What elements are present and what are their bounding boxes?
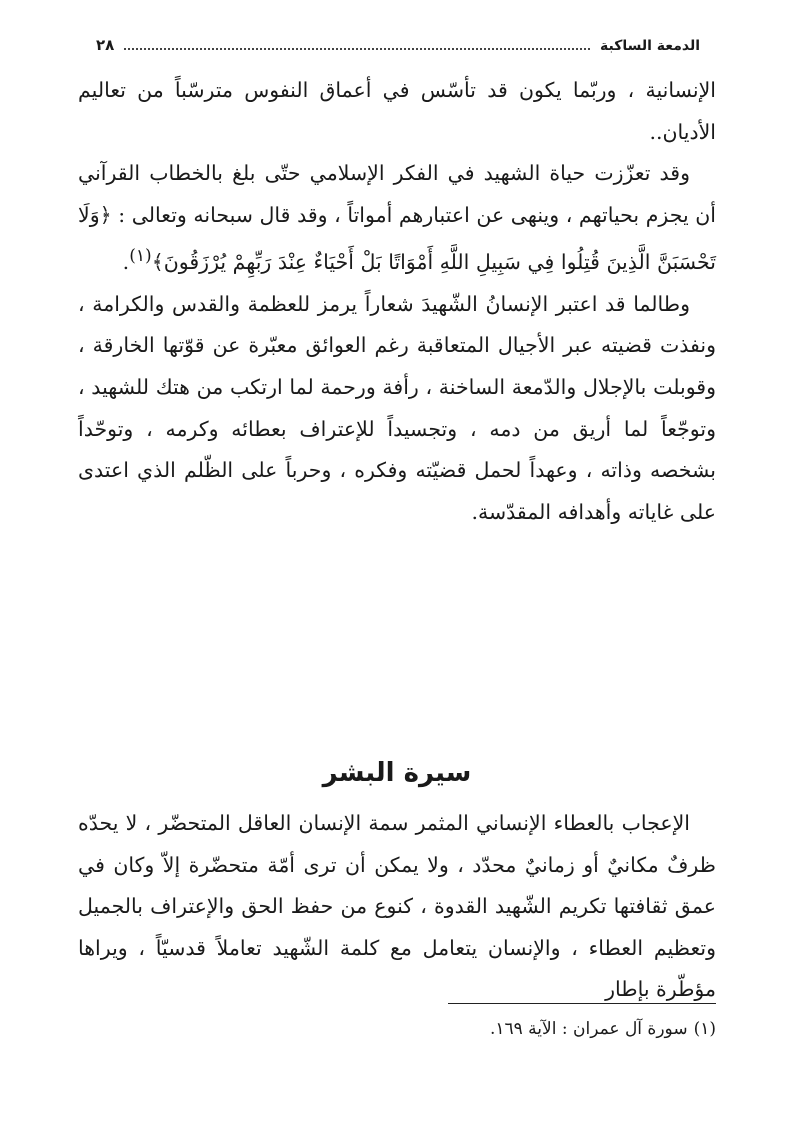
paragraph-martyr-life: وقد تعزّزت حياة الشهيد في الفكر الإسلامي حتّى بلغ بالخطاب القرآني أن يجزم بحياتهم ، وينهى عن اعتبارهم أمواتاً ، وقد قال سبحانه وتعالى : ﴿وَلَا تَحْسَبَنَّ الَّذِينَ قُتِلُوا فِي سَبِيلِ اللَّهِ أَمْوَاتًا بَلْ أَحْيَاءٌ عِنْدَ رَبِّهِمْ يُرْزَقُونَ﴾$^{(١)}$. [78, 161, 716, 275]
section-paragraph: الإعجاب بالعطاء الإنساني المثمر سمة الإنسان العاقل المتحضّر ، لا يحدّه ظرفٌ مكانيٌ أو زمانيٌ محدّد ، ولا يمكن أن ترى أمّة متحضّرة إلاّ وكان في عمق ثقافتها تكريم الشّهيد القدوة ، كنوع من حفظ الحق والإعتراف بالجميل وتعظيم العطاء ، والإنسان يتعامل مع كلمة الشّهيد تعاملاً قدسيّاً ، ويراها مؤطّرة بإطار [78, 811, 716, 1002]
paragraph-continuation: الإنسانية ، وربّما يكون قد تأسّس في أعماق النفوس مترسّباً من تعاليم الأديان.. [78, 78, 716, 144]
footnote-text: سورة آل عمران : الآية ١٦٩. [489, 1019, 688, 1039]
book-title: الدمعة الساكبة [600, 38, 700, 54]
section-human-conduct [78, 753, 716, 1011]
paragraph-martyr-symbol: وطالما قد اعتبر الإنسانُ الشّهيدَ شعاراً يرمز للعظمة والقدس والكرامة ، ونفذت قضيته عبر الأجيال المتعاقبة رغم العوائق معبّرة عن قوّتها الخارقة ، وقوبلت بالإجلال والدّمعة الساخنة ، رأفة ورحمة لما ارتكب من هتك للشهيد ، وتوجّعاً لما أريق من دمه ، وتجسيداً للإعتراف بعطائه وكرمه ، وتوحّداً بشخصه وذاته ، وعهداً لحمل قضيّته وفكره ، وحرباً على الظّلم الذي اعتدى على غاياته وأهدافه المقدّسة. [78, 291, 716, 524]
footnote [78, 1014, 716, 1044]
page-number: ٢٨ [96, 36, 115, 54]
section-heading: سيرة البشر [322, 758, 472, 788]
quran-verse: ﴿وَلَا تَحْسَبَنَّ الَّذِينَ قُتِلُوا فِي سَبِيلِ اللَّهِ أَمْوَاتًا بَلْ أَحْيَاءٌ عِنْدَ رَبِّهِمْ يُرْزَقُونَ﴾ [78, 202, 716, 275]
main-text [78, 70, 716, 533]
footnote-reference[interactable]: (١) [129, 246, 152, 267]
running-header [96, 34, 700, 54]
footnote-separator [448, 1003, 716, 1004]
header-dotted-leader [124, 47, 590, 50]
paragraph-text: وقد تعزّزت حياة الشهيد في الفكر الإسلامي حتّى بلغ بالخطاب القرآني أن يجزم بحياتهم ، وينهى عن اعتبارهم أمواتاً ، وقد قال سبحانه وتعالى : [78, 161, 716, 227]
footnote-marker: (١) [693, 1019, 716, 1039]
